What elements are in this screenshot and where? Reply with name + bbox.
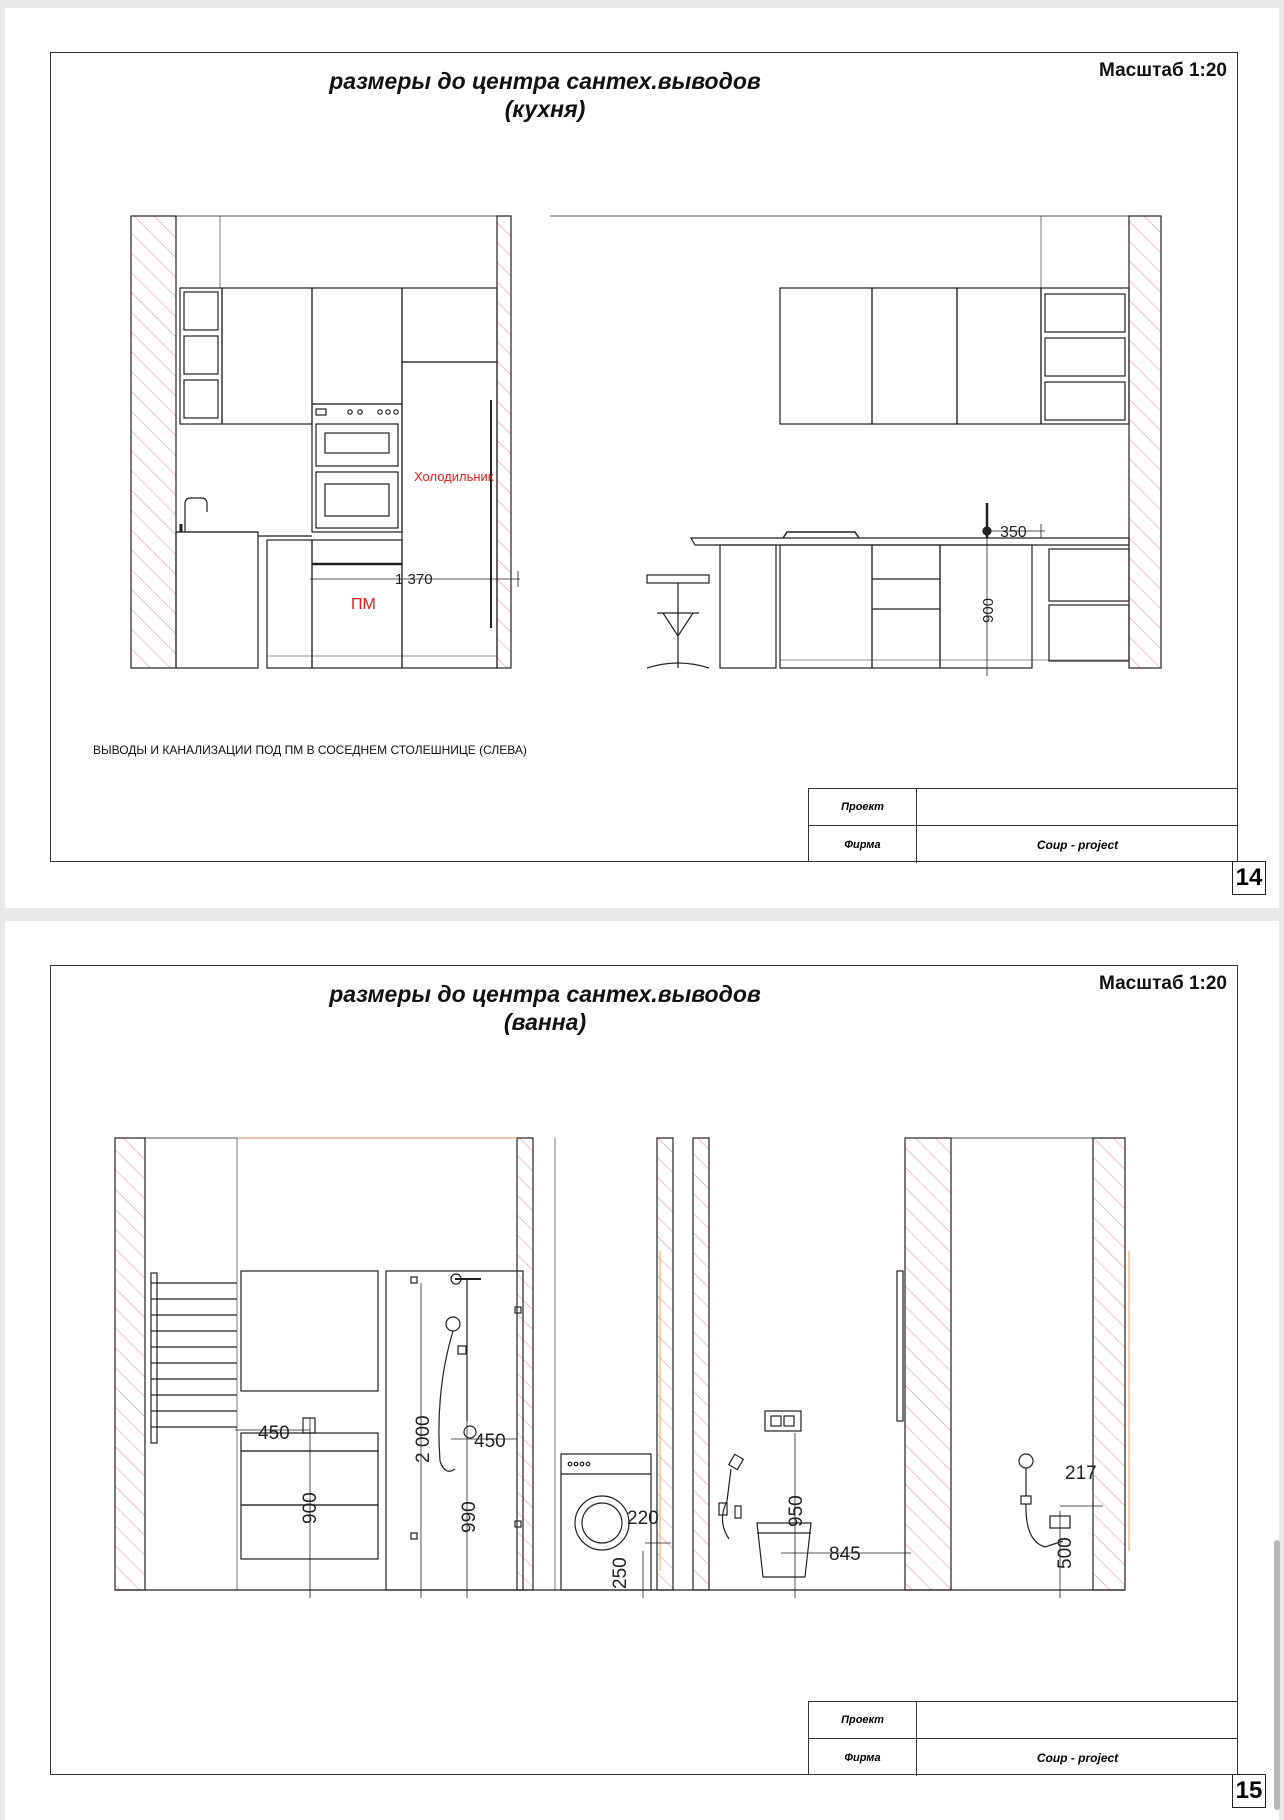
- wall: [905, 1138, 951, 1590]
- title-line-1: размеры до центра сантех.выводов: [329, 68, 761, 94]
- project-label: Проект: [809, 1702, 917, 1738]
- title-line-2: (ванна): [503, 1009, 587, 1035]
- title-block-row-project: [809, 1702, 1238, 1739]
- upper-cabinet: [312, 288, 402, 404]
- wall: [657, 1138, 673, 1590]
- scale-label: Масштаб 1:20: [1099, 60, 1227, 81]
- right-wall: [497, 216, 511, 668]
- dim-450-left: 450: [258, 1423, 290, 1444]
- dim-845: 845: [829, 1544, 861, 1565]
- drawing-sheet-bathroom: [5, 921, 1279, 1820]
- firm-value: Coup - project: [1036, 1750, 1119, 1765]
- sink-faucet: [185, 498, 207, 532]
- dishwasher-label: ПМ: [351, 596, 376, 613]
- fridge-column: [402, 362, 497, 668]
- toilet: [757, 1411, 911, 1598]
- sink-base: [176, 532, 258, 668]
- wall: [517, 1138, 533, 1590]
- upper-cabinet: [957, 288, 1041, 424]
- page-number: 15: [1232, 1774, 1266, 1808]
- title-line-1: размеры до центра сантех.выводов: [329, 981, 761, 1007]
- open-shelf-unit: [180, 288, 222, 424]
- towel-rail: [151, 1273, 237, 1443]
- base-cabinet: [267, 540, 312, 668]
- oven-upper: [316, 424, 398, 466]
- bar-stool: [647, 575, 709, 583]
- drawing-sheet-kitchen: [5, 8, 1279, 908]
- countertop: [691, 538, 1129, 545]
- project-label: Проект: [809, 789, 917, 825]
- bathroom-dimensions: [258, 1415, 1097, 1589]
- upper-cabinet: [222, 288, 312, 424]
- kitchen-elevation-drawing: [5, 8, 1279, 908]
- dim-450-right: 450: [474, 1431, 506, 1452]
- kitchen-labels: [351, 469, 1027, 623]
- wall: [1093, 1138, 1125, 1590]
- project-value: [917, 789, 1238, 825]
- title-block: [808, 788, 1238, 862]
- door-handle: [897, 1271, 903, 1421]
- upper-cabinet: [402, 288, 497, 362]
- title-block-row-firm: [809, 1739, 1238, 1776]
- oven-lower: [316, 472, 398, 528]
- firm-label: Фирма: [809, 826, 917, 863]
- dim-220: 220: [627, 1508, 659, 1529]
- title-block: [808, 1701, 1238, 1775]
- right-elev-wall: [1129, 216, 1161, 668]
- dim-350: 350: [1000, 524, 1027, 541]
- drawing-note: ВЫВОДЫ И КАНАЛИЗАЦИИ ПОД ПМ В СОСЕДНЕМ СТОЛЕШНИЦЕ (СЛЕВА): [93, 743, 527, 757]
- title-line-2: (кухня): [504, 96, 586, 122]
- vertical-scrollbar[interactable]: [1274, 1540, 1280, 1810]
- dim-217: 217: [1065, 1463, 1097, 1484]
- dim-2000: 2 000: [413, 1415, 434, 1463]
- dim-500: 500: [1055, 1537, 1076, 1569]
- dim-250: 250: [610, 1557, 631, 1589]
- wall: [115, 1138, 145, 1590]
- dim-950: 950: [786, 1495, 807, 1527]
- bidet-shower: [719, 1454, 743, 1539]
- open-shelf-unit: [1041, 288, 1129, 424]
- hob: [783, 532, 859, 538]
- dim-1370: 1 370: [395, 571, 433, 588]
- page-number: 14: [1232, 861, 1266, 895]
- firm-value: Coup - project: [1036, 837, 1119, 852]
- fridge-label: Холодильник: [414, 469, 494, 484]
- dim-900: 900: [300, 1492, 321, 1524]
- upper-cabinet: [780, 288, 872, 424]
- dim-990: 990: [459, 1501, 480, 1533]
- left-wall: [131, 216, 176, 668]
- project-value: [917, 1702, 1238, 1738]
- wall: [693, 1138, 709, 1590]
- mirror-cabinet: [241, 1271, 378, 1391]
- dim-900: 900: [980, 597, 997, 623]
- title-block-row-project: [809, 789, 1238, 826]
- upper-cabinet: [872, 288, 957, 424]
- firm-label: Фирма: [809, 1739, 917, 1776]
- bathroom-elevation-drawing: [5, 921, 1279, 1820]
- title-block-row-firm: [809, 826, 1238, 863]
- shower-hose: [439, 1331, 455, 1471]
- scale-label: Масштаб 1:20: [1099, 973, 1227, 994]
